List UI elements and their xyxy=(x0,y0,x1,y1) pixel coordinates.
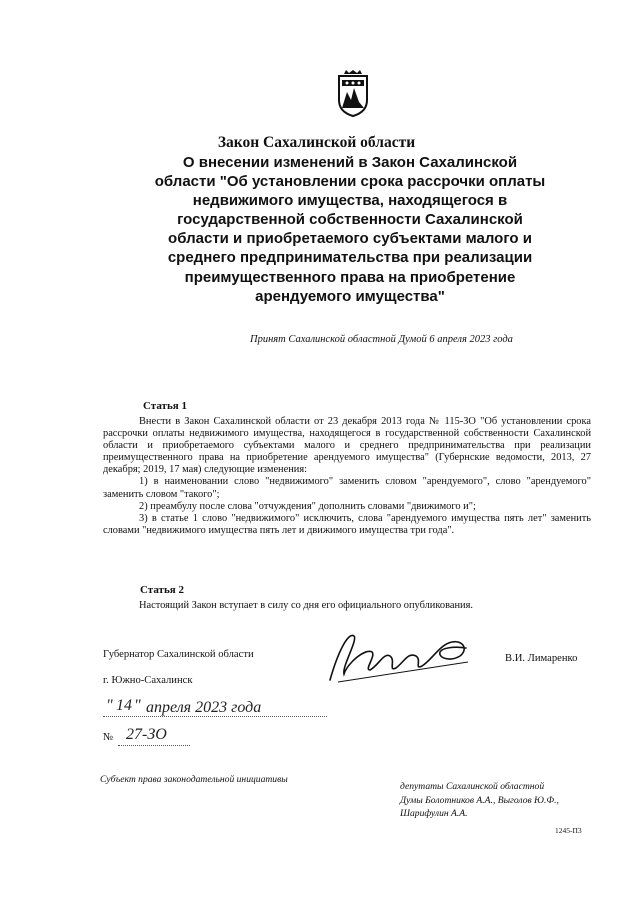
article-2-text: Настоящий Закон вступает в силу со дня его официального опубликования. xyxy=(139,600,473,611)
article-1-heading: Статья 1 xyxy=(143,400,187,412)
article-1-item-1: 1) в наименовании слово "недвижимого" заменить словом "арендуемого", слово "арендуемого" заменить словом "такого"; xyxy=(103,476,591,500)
law-title: Закон Сахалинской области xyxy=(217,134,416,151)
date-month-year: апреля 2023 года xyxy=(146,699,262,716)
governor-signature xyxy=(318,622,478,690)
article-1-body xyxy=(103,416,591,537)
date-day: 14 xyxy=(116,697,132,714)
document-code: 1245-П3 xyxy=(555,826,582,835)
number-label: № xyxy=(103,732,114,743)
city-label: г. Южно-Сахалинск xyxy=(103,675,193,686)
article-1-item-2: 2) преамбулу после слова "отчуждения" дополнить словами "движимого и"; xyxy=(139,500,476,512)
legislative-initiative-label: Субъект права законодательной инициативы xyxy=(100,774,288,785)
article-2-body xyxy=(103,600,591,612)
governor-title: Губернатор Сахалинской области xyxy=(103,649,254,660)
deputies-list: депутаты Сахалинской областной Думы Болотников А.А., Выголов Ю.Ф., Шарифулин А.А. xyxy=(400,781,559,819)
law-number: 27-ЗО xyxy=(126,726,167,743)
number-line xyxy=(118,745,190,746)
article-2-heading: Статья 2 xyxy=(140,584,184,596)
law-subtitle: О внесении изменений в Закон Сахалинской области "Об установлении срока рассрочки оплаты недвижимого имущества, находящегося в государственной собственности Сахалинской области и приобретаемого субъектами малого и среднего предпринимательства при реализации преимущественного права на приобретение арендуемого имущества" xyxy=(154,154,546,305)
governor-name: В.И. Лимаренко xyxy=(505,653,578,664)
date-open-quote: " xyxy=(106,697,113,714)
article-1-intro: Внести в Закон Сахалинской области от 23 декабря 2013 года № 115-ЗО "Об установлении срока рассрочки оплаты недвижимого имущества, находящегося в государственной собственности Сахалинской области и приобретаемого субъектами малого и среднего предпринимательства при реализации преимущественного права на приобретение арендуемого имущества" (Губернские ведомости, 2013, 27 декабря; 2019, 17 мая) следующие изменения: xyxy=(103,416,591,476)
adoption-note: Принят Сахалинской областной Думой 6 апреля 2023 года xyxy=(250,334,513,345)
article-1-item-3: 3) в статье 1 слово "недвижимого" исключить, слова "арендуемого имущества пять лет" заменить словами "недвижимого имущества пять лет и движимого имущества три года". xyxy=(103,512,591,536)
sakhalin-coat-of-arms-icon xyxy=(336,70,370,118)
date-close-quote: " xyxy=(134,697,141,714)
